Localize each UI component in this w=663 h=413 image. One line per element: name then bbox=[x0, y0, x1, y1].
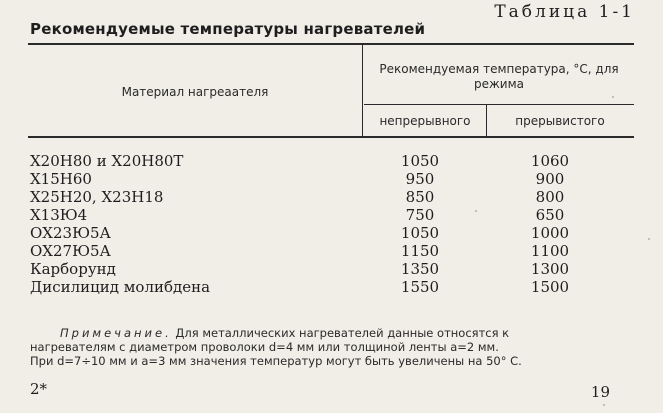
table-row bbox=[0, 170, 663, 188]
column-header-material: Материал нагреаателя bbox=[121, 85, 269, 99]
table-number: Таблица 1-1 bbox=[494, 2, 635, 22]
continuous-temp-cell: 1550 bbox=[400, 278, 440, 296]
page-number: 19 bbox=[590, 383, 610, 401]
material-cell: Х25Н20, Х23Н18 bbox=[30, 188, 164, 206]
continuous-temp-cell: 1350 bbox=[400, 260, 440, 278]
material-cell: Х15Н60 bbox=[30, 170, 92, 188]
note-line-2: нагревателям с диаметром проволоки d=4 мм или толщиной ленты a=2 мм. bbox=[30, 340, 499, 354]
paper-speck bbox=[612, 96, 614, 98]
header-bottom-rule bbox=[28, 136, 634, 138]
subheader-rule bbox=[364, 104, 634, 105]
material-cell: ОХ23Ю5А bbox=[30, 224, 111, 242]
continuous-temp-cell: 1050 bbox=[400, 224, 440, 242]
intermittent-temp-cell: 650 bbox=[535, 206, 565, 224]
intermittent-temp-cell: 1500 bbox=[530, 278, 570, 296]
intermittent-temp-cell: 1060 bbox=[530, 152, 570, 170]
note-line-1: Для металлических нагревателей данные относятся к bbox=[175, 326, 510, 340]
continuous-temp-cell: 850 bbox=[405, 188, 435, 206]
material-cell: Карборунд bbox=[30, 260, 116, 278]
intermittent-temp-cell: 900 bbox=[535, 170, 565, 188]
table-title: Рекомендуемые температуры нагревателей bbox=[30, 20, 426, 38]
note-line-3: При d=7÷10 мм и a=3 мм значения температур могут быть увеличены на 50° С. bbox=[30, 354, 522, 368]
continuous-temp-cell: 1150 bbox=[400, 242, 440, 260]
intermittent-temp-cell: 1300 bbox=[530, 260, 570, 278]
continuous-temp-cell: 1050 bbox=[400, 152, 440, 170]
intermittent-temp-cell: 800 bbox=[535, 188, 565, 206]
material-cell: Х13Ю4 bbox=[30, 206, 88, 224]
table-footnote bbox=[30, 326, 620, 368]
continuous-temp-cell: 950 bbox=[405, 170, 435, 188]
table-row bbox=[0, 224, 663, 242]
header-vertical-divider bbox=[362, 44, 363, 137]
column-header-intermittent: прерывистого bbox=[515, 114, 605, 128]
material-cell: Х20Н80 и Х20Н80Т bbox=[30, 152, 184, 170]
paper-speck bbox=[648, 238, 650, 240]
note-label: Примечание. bbox=[60, 326, 172, 340]
table-row bbox=[0, 278, 663, 296]
table-row bbox=[0, 242, 663, 260]
table-row bbox=[0, 152, 663, 170]
table-row bbox=[0, 260, 663, 278]
table-top-rule bbox=[28, 43, 634, 45]
table-row bbox=[0, 206, 663, 224]
paper-speck bbox=[475, 210, 477, 212]
material-cell: ОХ27Ю5А bbox=[30, 242, 111, 260]
intermittent-temp-cell: 1100 bbox=[530, 242, 570, 260]
subheader-vertical-divider bbox=[486, 105, 487, 136]
table-row bbox=[0, 188, 663, 206]
intermittent-temp-cell: 1000 bbox=[530, 224, 570, 242]
paper-speck bbox=[603, 404, 605, 406]
material-cell: Дисилицид молибдена bbox=[30, 278, 211, 296]
signature-marker: 2* bbox=[30, 380, 48, 398]
column-header-temperature: Рекомендуемая температура, °С, для режима bbox=[379, 62, 619, 91]
continuous-temp-cell: 750 bbox=[405, 206, 435, 224]
table-body bbox=[0, 152, 663, 296]
column-header-continuous: непрерывного bbox=[379, 114, 471, 128]
